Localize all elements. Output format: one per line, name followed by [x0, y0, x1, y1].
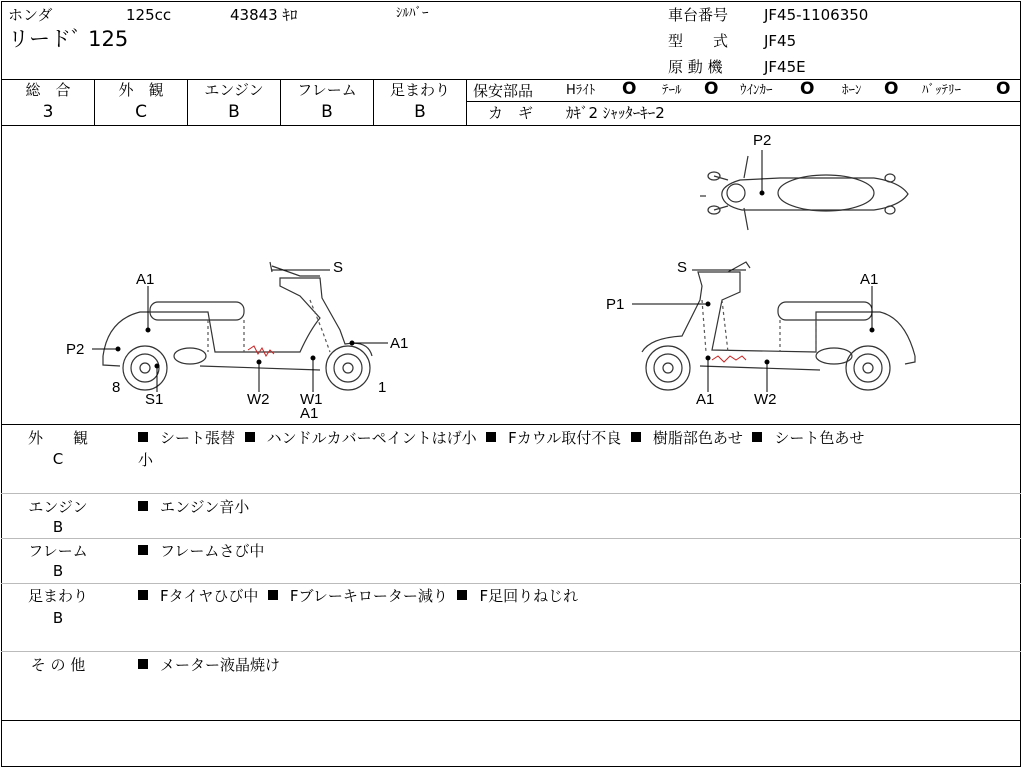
safety-label: 保安部品 — [473, 82, 534, 100]
grade-label-suspension: 足まわり — [389, 81, 450, 99]
remark-item: Fタイヤひび中 — [160, 587, 259, 605]
remark-wrap: 小 — [138, 451, 154, 469]
diagram-label: A1 — [300, 405, 319, 422]
bullet-icon — [138, 659, 148, 669]
safety-item-winker: ｳｲﾝｶｰ — [740, 83, 773, 98]
grade-label-engine: エンジン — [204, 81, 264, 99]
engine-value: JF45E — [764, 58, 806, 76]
damage-mark — [248, 346, 274, 356]
safety-mark-headlight: O — [622, 79, 637, 99]
diagram-label: A1 — [390, 335, 409, 352]
diagram-label: P2 — [66, 341, 85, 358]
frame-no: JF45-1106350 — [764, 6, 869, 24]
bullet-icon — [457, 590, 467, 600]
bullet-icon — [138, 501, 148, 511]
bullet-icon — [138, 432, 148, 442]
grade-value-suspension: B — [414, 102, 426, 122]
remark-category: 足まわり — [27, 587, 88, 605]
bullet-icon — [486, 432, 496, 442]
bullet-icon — [752, 432, 762, 442]
divider — [1, 651, 1021, 652]
grade-label-exterior: 外 観 — [118, 81, 164, 99]
remark-line — [138, 656, 280, 674]
diagram-label: A1 — [136, 271, 155, 288]
divider — [1, 538, 1021, 539]
diagram-label: P2 — [753, 132, 772, 149]
diagram-label: P1 — [606, 296, 625, 313]
remark-item: メーター液晶焼け — [160, 656, 281, 674]
remark-category: そ の 他 — [30, 656, 86, 674]
safety-item-battery: ﾊﾞｯﾃﾘｰ — [922, 83, 961, 98]
divider — [1, 424, 1021, 425]
bullet-icon — [138, 590, 148, 600]
model-name: リードﾞ 125 — [8, 27, 129, 51]
diagram-label: W1 — [300, 391, 323, 408]
remark-grade: B — [52, 518, 64, 536]
grade-label-overall: 総 合 — [25, 81, 71, 99]
grade-label-frame: フレーム — [297, 81, 357, 99]
remark-item: シート色あせ — [774, 429, 865, 447]
diagram-label: A1 — [696, 391, 715, 408]
remark-item: エンジン音小 — [160, 498, 250, 516]
damage-mark — [712, 356, 746, 362]
remark-line — [138, 587, 578, 605]
remark-grade: B — [52, 609, 64, 627]
remark-item: フレームさび中 — [160, 542, 265, 560]
bullet-icon — [268, 590, 278, 600]
divider — [1, 493, 1021, 494]
safety-mark-horn: O — [884, 79, 899, 99]
safety-item-headlight: Hﾗｲﾄ — [566, 83, 596, 98]
diagram-label: S1 — [145, 391, 164, 408]
safety-mark-battery: O — [996, 79, 1011, 99]
diagram-label: A1 — [860, 271, 879, 288]
diagram-label: W2 — [754, 391, 777, 408]
grade-value-engine: B — [228, 102, 240, 122]
remark-line — [138, 542, 264, 560]
frame-no-label: 車台番号 — [668, 6, 729, 24]
remark-item: ハンドルカバーペイントはげ小 — [266, 429, 477, 447]
diagram-label: 8 — [112, 379, 121, 396]
safety-mark-tail: O — [704, 79, 719, 99]
remark-category: フレーム — [28, 542, 88, 560]
key-value: ｶｷﾞ2 ｼｬｯﾀｰｷｰ2 — [566, 104, 665, 122]
key-label: カ ギ — [488, 104, 534, 122]
remark-grade: C — [52, 450, 64, 468]
diagram-label: W2 — [247, 391, 270, 408]
remark-grade: B — [52, 562, 64, 580]
remark-item: 樹脂部色あせ — [652, 429, 743, 447]
remark-category: 外 観 — [27, 429, 88, 447]
divider — [1, 583, 1021, 584]
color: ｼﾙﾊﾞｰ — [396, 6, 429, 21]
engine-label: 原 動 機 — [668, 58, 723, 76]
mileage: 43843 ｷﾛ — [230, 6, 298, 24]
remark-line — [138, 429, 864, 447]
diagram-label: 1 — [378, 379, 387, 396]
remark-item: F足回りねじれ — [479, 587, 579, 605]
remark-category: エンジン — [28, 498, 88, 516]
type-value: JF45 — [764, 32, 797, 50]
diagram-label: S — [677, 259, 688, 276]
remark-line — [138, 498, 249, 516]
safety-mark-winker: O — [800, 79, 815, 99]
safety-item-tail: ﾃｰﾙ — [662, 83, 682, 98]
remark-item: Fブレーキローター減り — [289, 587, 448, 605]
bullet-icon — [245, 432, 255, 442]
grade-value-frame: B — [321, 102, 333, 122]
bullet-icon — [631, 432, 641, 442]
divider — [1, 720, 1021, 721]
maker-name: ホンダ — [8, 6, 53, 24]
remark-item: シート張替 — [160, 429, 236, 447]
grade-value-overall: 3 — [42, 102, 54, 122]
bullet-icon — [138, 545, 148, 555]
diagram-label: S — [333, 259, 344, 276]
scooter-top-view — [700, 156, 908, 230]
safety-item-horn: ﾎｰﾝ — [842, 83, 862, 98]
remark-item: Fカウル取付不良 — [508, 429, 622, 447]
type-label: 型 式 — [668, 32, 729, 50]
displacement: 125cc — [126, 6, 172, 24]
grade-value-exterior: C — [135, 102, 147, 122]
